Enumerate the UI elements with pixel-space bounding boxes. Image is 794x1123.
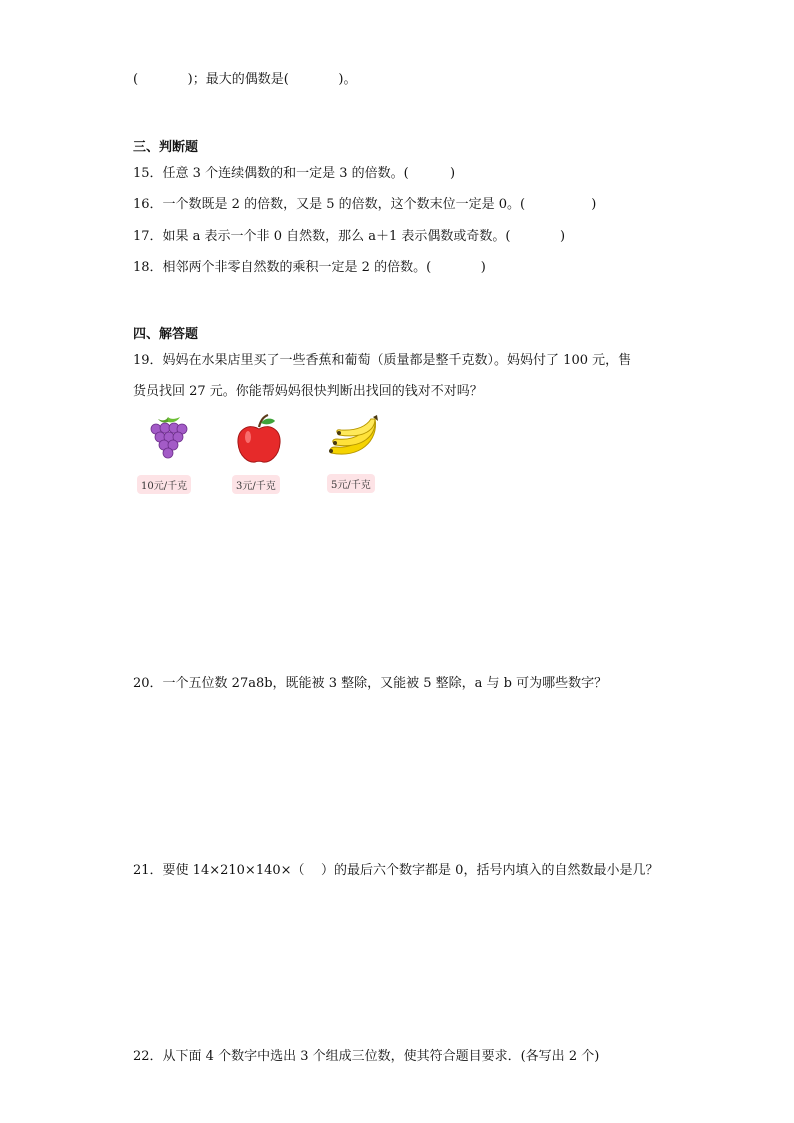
price-tag-grapes: 10元/千克 [137,475,191,494]
question-19-line1: 19．妈妈在水果店里买了一些香蕉和葡萄（质量都是整千克数）。妈妈付了 100 元，售 [133,353,632,368]
grapes-icon [148,413,188,465]
question-15: 15．任意 3 个连续偶数的和一定是 3 的倍数。( ) [133,166,456,181]
price-tag-apple: 3元/千克 [232,475,280,494]
section-title-answers: 四、解答题 [133,327,199,342]
question-20: 20．一个五位数 27a8b，既能被 3 整除，又能被 5 整除，a 与 b 可为哪些数字？ [133,676,608,691]
question-19-line2: 货员找回 27 元。你能帮妈妈很快判断出找回的钱对不对吗？ [133,384,483,399]
question-21: 21．要使 14×210×140×（ ）的最后六个数字都是 0，括号内填入的自然数最小是几？ [133,863,659,878]
blank-line-top: ( )；最大的偶数是( )。 [133,72,357,87]
price-tag-banana: 5元/千克 [327,474,375,493]
question-16: 16．一个数既是 2 的倍数，又是 5 的倍数，这个数末位一定是 0。( ) [133,197,597,212]
section-title-judgement: 三、判断题 [133,140,199,155]
apple-icon [235,413,283,465]
question-18: 18．相邻两个非零自然数的乘积一定是 2 的倍数。( ) [133,260,486,275]
question-17: 17．如果 a 表示一个非 0 自然数，那么 a＋1 表示偶数或奇数。( ) [133,229,566,244]
question-22: 22．从下面 4 个数字中选出 3 个组成三位数，使其符合题目要求．(各写出 2 个) [133,1049,600,1064]
banana-icon [325,413,381,465]
